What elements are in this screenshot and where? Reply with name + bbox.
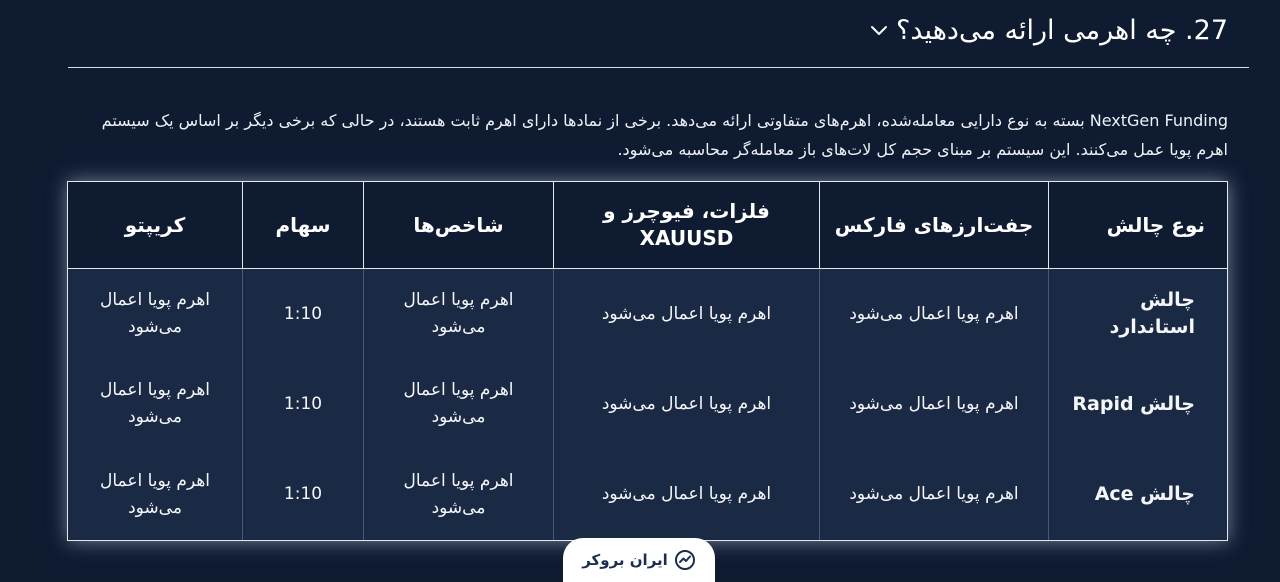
cell-stocks: 1:10 xyxy=(243,359,364,449)
faq-divider xyxy=(68,67,1249,68)
table-row xyxy=(68,450,1228,541)
cell-crypto: اهرم پویا اعمال می‌شود xyxy=(68,450,243,541)
cell-forex: اهرم پویا اعمال می‌شود xyxy=(820,269,1049,360)
cell-metals: اهرم پویا اعمال می‌شود xyxy=(554,450,820,541)
leverage-table xyxy=(67,181,1228,541)
cell-forex: اهرم پویا اعمال می‌شود xyxy=(820,450,1049,541)
leverage-table-container xyxy=(68,181,1228,541)
cell-crypto: اهرم پویا اعمال می‌شود xyxy=(68,269,243,360)
table-row xyxy=(68,269,1228,360)
header-stocks: سهام xyxy=(243,182,364,269)
cell-forex: اهرم پویا اعمال می‌شود xyxy=(820,359,1049,449)
cell-indices: اهرم پویا اعمال می‌شود xyxy=(364,450,554,541)
header-forex: جفت‌ارزهای فارکس xyxy=(820,182,1049,269)
cell-metals: اهرم پویا اعمال می‌شود xyxy=(554,269,820,360)
header-metals-futures: فلزات، فیوچرز و XAUUSD xyxy=(554,182,820,269)
chart-check-icon xyxy=(674,549,696,571)
table-row xyxy=(68,359,1228,449)
header-crypto: کریپتو xyxy=(68,182,243,269)
faq-answer-text: NextGen Funding بسته به نوع دارایی معامله‌شده، اهرم‌های متفاوتی ارائه می‌دهد. برخی از نمادها دارای اهرم ثابت هستند، در حالی که برخی دیگر بر اساس یک سیستم اهرم پویا عمل می‌کنند. این سیستم بر مبنای حجم کل لات‌های باز معامله‌گر محاسبه می‌شود. xyxy=(101,111,1228,159)
cell-challenge: چالش استاندارد xyxy=(1049,269,1228,360)
cell-challenge: چالش Ace xyxy=(1049,450,1228,541)
table-header-row xyxy=(68,182,1228,269)
cell-stocks: 1:10 xyxy=(243,450,364,541)
chevron-down-icon[interactable] xyxy=(868,19,890,41)
header-indices: شاخص‌ها xyxy=(364,182,554,269)
faq-question-toggle[interactable] xyxy=(68,6,1228,54)
header-challenge-type: نوع چالش xyxy=(1049,182,1228,269)
faq-question-title: 27. چه اهرمی ارائه می‌دهید؟ xyxy=(896,14,1228,46)
cell-indices: اهرم پویا اعمال می‌شود xyxy=(364,269,554,360)
cell-challenge: چالش Rapid xyxy=(1049,359,1228,449)
brand-watermark[interactable] xyxy=(563,538,715,582)
cell-indices: اهرم پویا اعمال می‌شود xyxy=(364,359,554,449)
cell-crypto: اهرم پویا اعمال می‌شود xyxy=(68,359,243,449)
brand-name: ایران بروکر xyxy=(582,551,668,569)
cell-metals: اهرم پویا اعمال می‌شود xyxy=(554,359,820,449)
cell-stocks: 1:10 xyxy=(243,269,364,360)
